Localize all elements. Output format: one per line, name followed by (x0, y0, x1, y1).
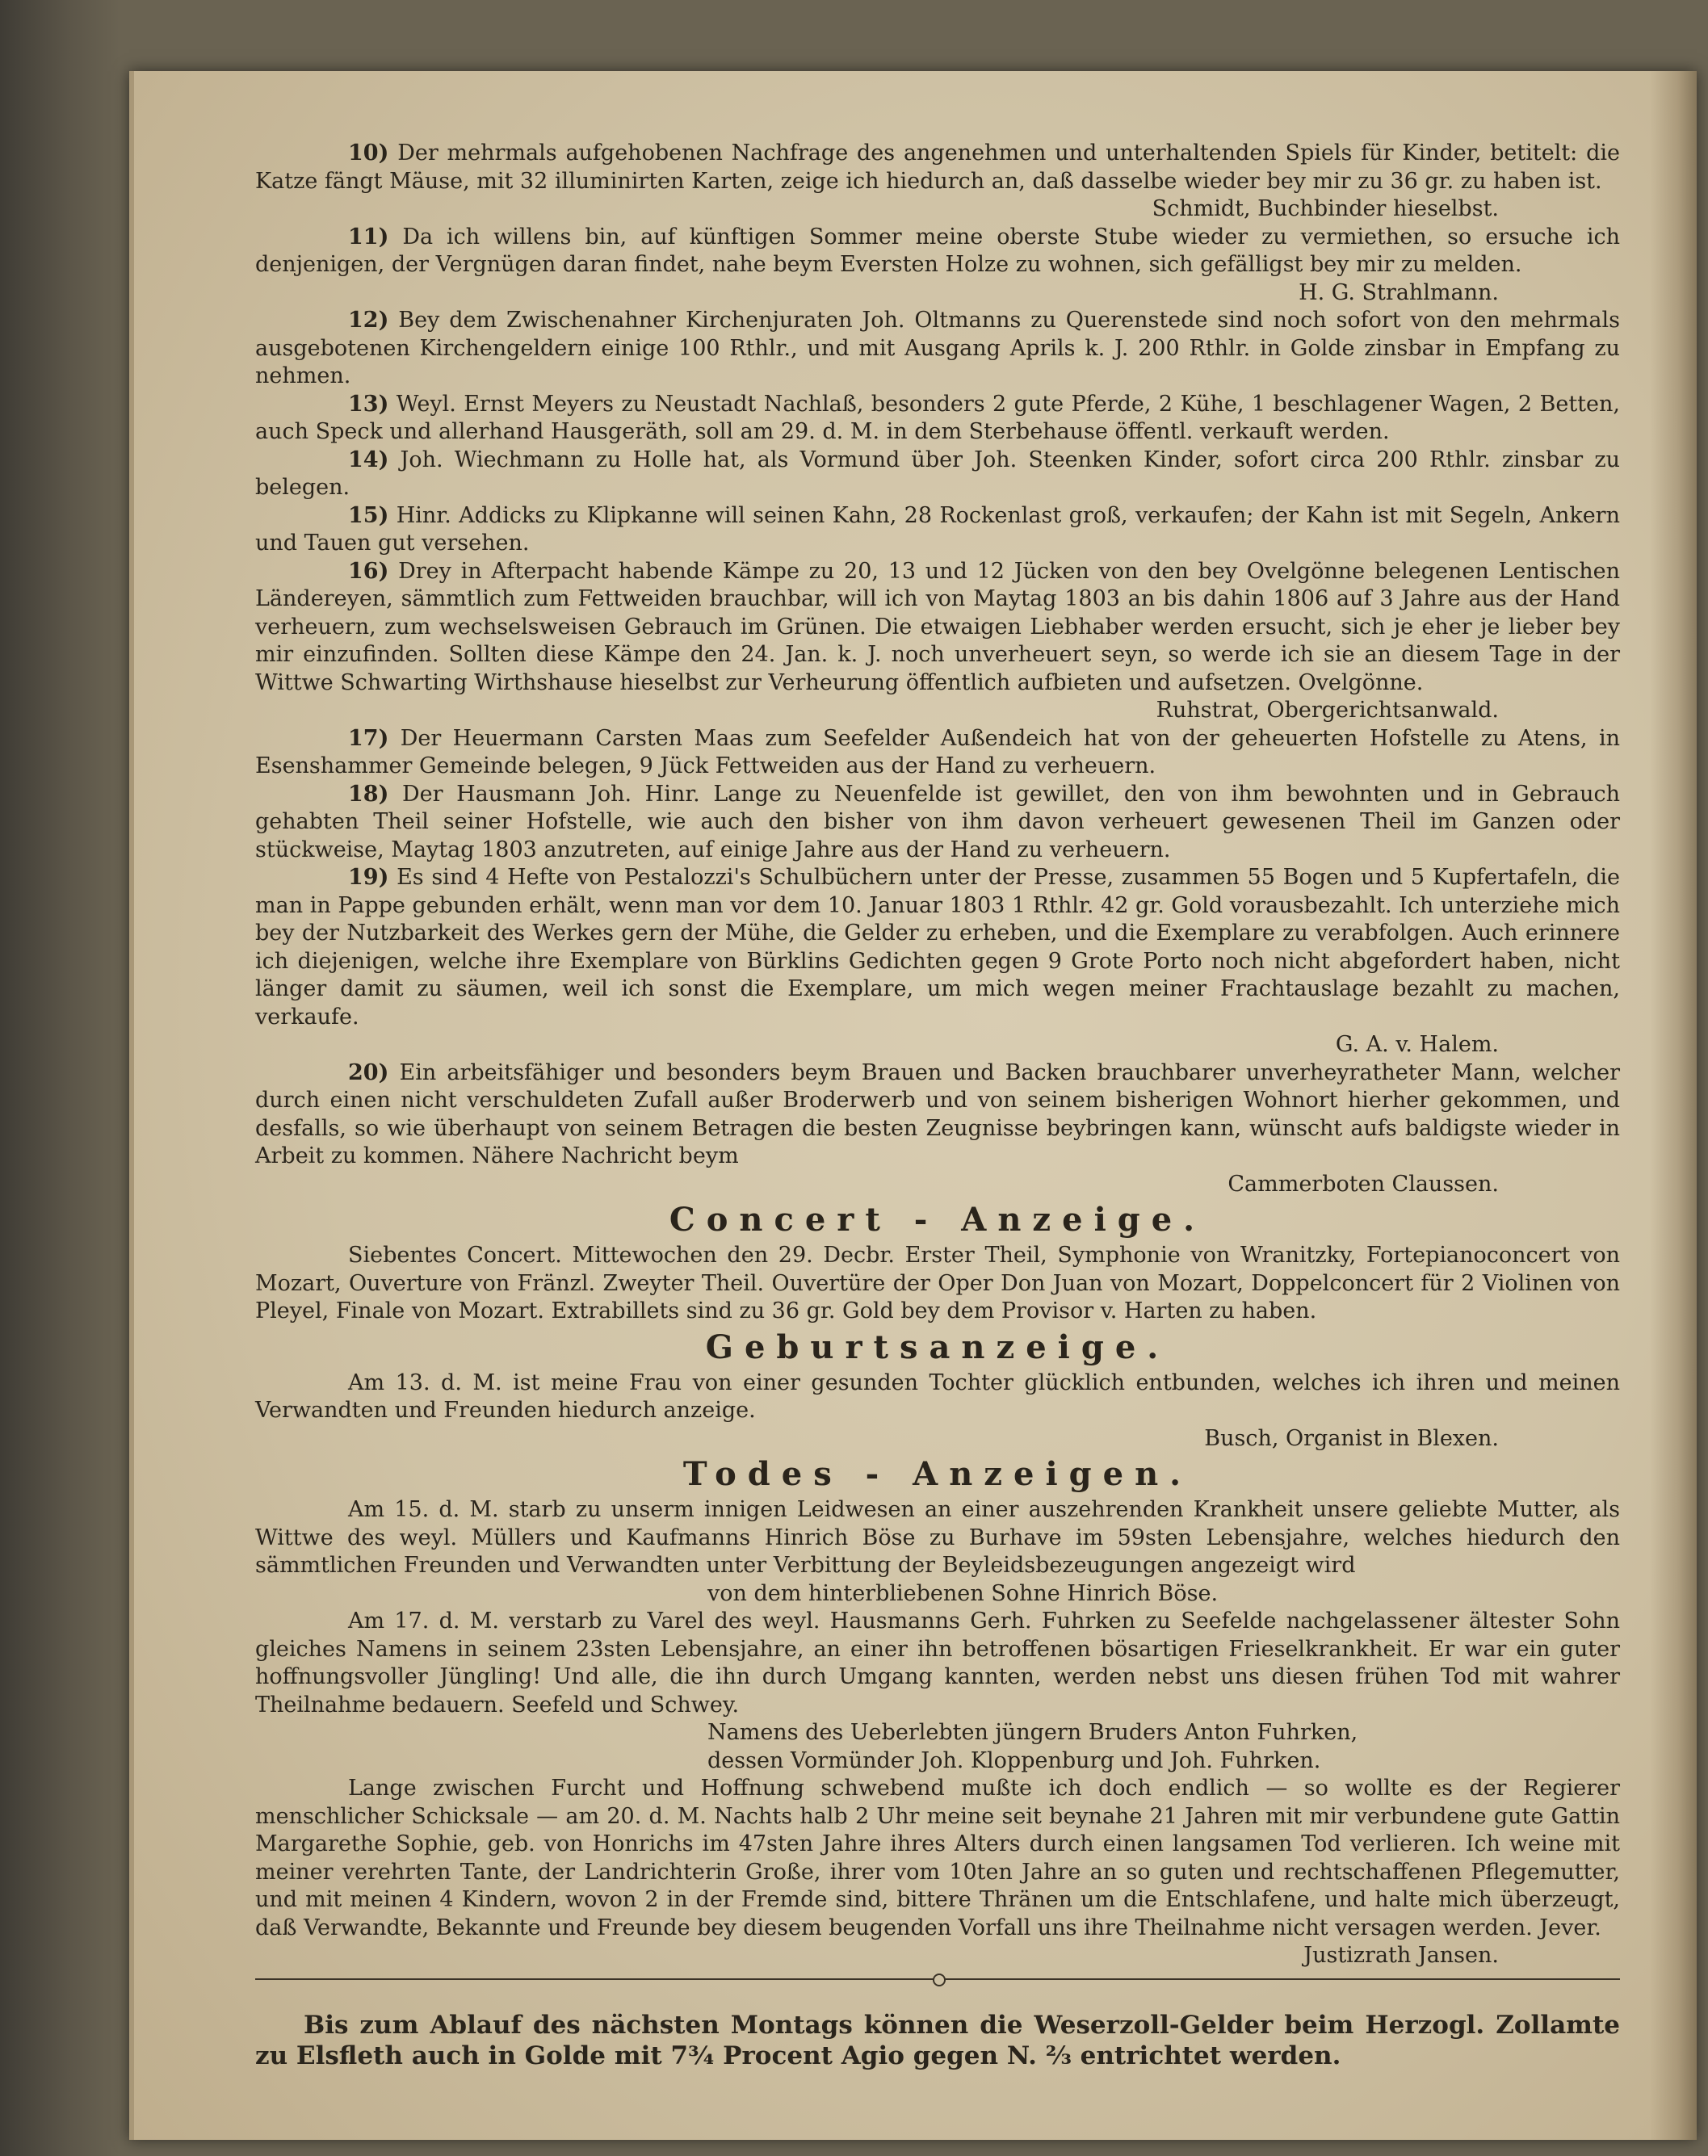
footer-notice: Bis zum Ablauf des nächsten Montags können die Weserzoll-Gelder beim Herzogl. Zollamte zu Elsfleth auch in Golde mit 7¾ Procent Agio gegen N. ⅔ entrichtet werden. (255, 2010, 1620, 2070)
notice-17 (255, 725, 1620, 781)
notice-text: Am 15. d. M. starb zu unserm innigen Leidwesen an einer auszehrenden Krankheit unsere geliebte Mutter, als Wittwe des weyl. Müllers und Kaufmanns Hinrich Böse zu Burhave im 59sten Lebensjahre, welches hiedurch den sämmtlichen Freunden und Verwandten unter Verbittung der Beyleidsbezeugungen angezeigt wird (255, 1497, 1620, 1578)
notice-18 (255, 781, 1620, 865)
birth-heading: Geburtsanzeige. (705, 1328, 1170, 1366)
notice-text: Ein arbeitsfähiger und besonders beym Brauen und Backen brauchbarer unverheyratheter Mann, welcher durch einen nicht verschuldeten Zufall außer Broderwerb und von seinem bisherigen Wohnort hierher gekommen, und desfalls, so wie überhaupt von seinem Betragen die besten Zeugnisse beybringen kann, wünscht aufs baldigste wieder in Arbeit zu kommen. Nähere Nachricht beym (255, 1059, 1620, 1168)
notice-number: 11) (348, 224, 389, 250)
notice-text: Am 13. d. M. ist meine Frau von einer gesunden Tochter glücklich entbunden, welches ich ihren und meinen Verwandten und Freunden hiedurch anzeige. (255, 1370, 1620, 1423)
notice-12 (255, 307, 1620, 391)
notice-signature: Justizrath Jansen. (1303, 1943, 1499, 1968)
notice-number: 13) (348, 391, 389, 417)
notice-text: Der Heuermann Carsten Maas zum Seefelder Außendeich hat von der geheuerten Hofstelle zu Atens, in Esenshammer Gemeinde belegen, 9 Jück Fettweiden aus der Hand zu verheuern. (255, 725, 1620, 778)
notice-signature: Busch, Organist in Blexen. (1204, 1425, 1499, 1451)
notice-13 (255, 391, 1620, 447)
notice-11 (255, 224, 1620, 308)
concert-heading: Concert - Anzeige. (669, 1201, 1207, 1239)
notice-text: Hinr. Addicks zu Klipkanne will seinen Kahn, 28 Rockenlast groß, verkaufen; der Kahn ist mit Segeln, Ankern und Tauen gut versehen. (255, 502, 1620, 556)
notice-text: Am 17. d. M. verstarb zu Varel des weyl. Hausmanns Gerh. Fuhrken zu Seefelde nachgelassener ältester Sohn gleiches Namens in seinem 23sten Lebensjahre, an einer ihn betroffenen bösartigen Frieselkrankheit. Er war ein guter hoffnungsvoller Jüngling! Und alle, die ihn durch Umgang kannten, werden nebst uns diesen frühen Tod mit wahrer Theilnahme bedauern. Seefeld und Schwey. (255, 1609, 1620, 1718)
notice-text: Lange zwischen Furcht und Hoffnung schwebend mußte ich doch endlich — so wollte es der Regierer menschlicher Schicksale — am 20. d. M. Nachts halb 2 Uhr meine seit beynahe 21 Jahren mit mir verbundene gute Gattin Margarethe Sophie, geb. von Honrichs im 47sten Jahre ihres Alters durch einen langsamen Tod verlieren. Ich weine mit meiner verehrten Tante, der Landrichterin Große, ihrer vom 10ten Jahre an so guten und rechtschaffenen Pflegemutter, und mit meinen 4 Kindern, wovon 2 in der Fremde sind, bittere Thränen um die Entschlafene, und halte mich überzeugt, daß Verwandte, Bekannte und Freunde bey diesem beugenden Vorfall uns ihre Theilnahme nicht versagen werden. Jever. (255, 1776, 1620, 1940)
death-notice-jansen (255, 1775, 1620, 1970)
notice-text: Drey in Afterpacht habende Kämpe zu 20, 13 und 12 Jücken von den bey Ovelgönne belegenen Lentischen Ländereyen, sämmtlich zum Fettweiden brauchbar, will ich von Maytag 1803 an bis dahin 1806 auf 3 Jahre aus der Hand verheuern, zum wechselsweisen Gebrauch im Grünen. Die etwaigen Liebhaber werden ersucht, sich je eher je lieber bey mir einzufinden. Sollten diese Kämpe den 24. Jan. k. J. noch unverheuert seyn, so werde ich sie an diesem Tage in der Wittwe Schwarting Wirthshause hieselbst zur Verheurung öffentlich aufbieten und aufsetzen. Ovelgönne. (255, 558, 1620, 695)
death-notice-boese (255, 1496, 1620, 1608)
notice-text: Der Hausmann Joh. Hinr. Lange zu Neuenfelde ist gewillet, den von ihm bewohnten und in Gebrauch gehabten Theil seiner Hofstelle, wie auch den bisher von ihm davon verheuert gewesenen Theil im Ganzen oder stückweise, Maytag 1803 anzutreten, auf einige Jahre aus der Hand zu verheuern. (255, 781, 1620, 862)
newspaper-page (129, 71, 1697, 2140)
notice-signature: G. A. v. Halem. (1335, 1032, 1499, 1057)
notice-text: Da ich willens bin, auf künftigen Sommer meine oberste Stube wieder zu vermiethen, so ersuche ich denjenigen, der Vergnügen daran findet, nahe beym Eversten Holze zu wohnen, sich gefälligst bey mir zu melden. (255, 224, 1620, 277)
birth-notice (255, 1370, 1620, 1453)
notice-text: Weyl. Ernst Meyers zu Neustadt Nachlaß, besonders 2 gute Pferde, 2 Kühe, 1 beschlagener Wagen, 2 Betten, auch Speck und allerhand Hausgeräth, soll am 29. d. M. in dem Sterbehause öffentl. verkauft werden. (255, 391, 1620, 444)
notice-signature: Cammerboten Claussen. (1227, 1171, 1499, 1197)
notice-signature: Namens des Ueberlebten jüngern Bruders Anton Fuhrken, (707, 1720, 1358, 1745)
notice-text: Der mehrmals aufgehobenen Nachfrage des angenehmen und unterhaltenden Spiels für Kinder, betitelt: die Katze fängt Mäuse, mit 32 illuminirten Karten, zeige ich hiedurch an, daß dasselbe wieder bey mir zu 36 gr. zu haben ist. (255, 141, 1620, 194)
death-notice-fuhrken (255, 1608, 1620, 1775)
page-content (255, 140, 1620, 2096)
notice-signature: H. G. Strahlmann. (1299, 279, 1499, 305)
notice-signature: Ruhstrat, Obergerichtsanwald. (1156, 698, 1499, 723)
notice-14 (255, 447, 1620, 502)
notice-text: Bey dem Zwischenahner Kirchenjuraten Joh. Oltmanns zu Querenstede sind noch sofort von den mehrmals ausgebotenen Kirchengeldern einige 100 Rthlr., und mit Ausgang Aprils k. J. 200 Rthlr. in Golde zinsbar in Empfang zu nehmen. (255, 308, 1621, 388)
notice-signature-2: dessen Vormünder Joh. Kloppenburg und Joh. Fuhrken. (707, 1747, 1321, 1773)
notice-number: 10) (348, 141, 389, 166)
notice-number: 19) (348, 865, 389, 890)
notice-number: 15) (348, 502, 389, 528)
notice-number: 14) (348, 447, 389, 472)
notice-number: 20) (348, 1059, 389, 1085)
separator-rule (255, 1974, 1620, 1985)
notice-text: Es sind 4 Hefte von Pestalozzi's Schulbüchern unter der Presse, zusammen 55 Bogen und 5 Kupfertafeln, die man in Pappe gebunden erhält, wenn man vor dem 10. Januar 1803 1 Rthlr. 42 gr. Gold vorausbezahlt. Ich unterziehe mich bey der Nutzbarkeit des Werkes gern der Mühe, die Gelder zu erheben, und die Exemplare zu verabfolgen. Auch erinnere ich diejenigen, welche ihre Exemplare von Bürklins Gedichten gegen 9 Grote Porto noch nicht abgefordert haben, nicht länger damit zu säumen, weil ich sonst die Exemplare, um mich wegen meiner Frachtauslage bezahlt zu machen, verkaufe. (255, 865, 1620, 1030)
page-edge-shadow (1650, 71, 1697, 2140)
notice-number: 12) (348, 308, 389, 333)
notice-10 (255, 140, 1620, 224)
notice-signature: Schmidt, Buchbinder hieselbst. (1152, 196, 1499, 221)
notice-19 (255, 864, 1620, 1059)
notice-text: Joh. Wiechmann zu Holle hat, als Vormund über Joh. Steenken Kinder, sofort circa 200 Rthlr. zinsbar zu belegen. (255, 447, 1620, 500)
notice-number: 18) (348, 781, 389, 807)
notice-15 (255, 502, 1620, 558)
concert-notice: Siebentes Concert. Mittewochen den 29. Decbr. Erster Theil, Symphonie von Wranitzky, Fortepianoconcert von Mozart, Ouverture von Fränzl. Zweyter Theil. Ouvertüre der Oper Don Juan von Mozart, Doppelconcert für 2 Violinen von Pleyel, Finale von Mozart. Extrabillets sind zu 36 gr. Gold bey dem Provisor v. Harten zu haben. (255, 1243, 1620, 1323)
separator-ornament (933, 1974, 946, 1986)
notice-20 (255, 1059, 1620, 1199)
notice-16 (255, 558, 1620, 725)
notice-number: 17) (348, 725, 389, 751)
notice-number: 16) (348, 558, 389, 584)
deaths-heading: Todes - Anzeigen. (682, 1455, 1193, 1493)
notice-signature: von dem hinterbliebenen Sohne Hinrich Böse. (707, 1580, 1219, 1606)
